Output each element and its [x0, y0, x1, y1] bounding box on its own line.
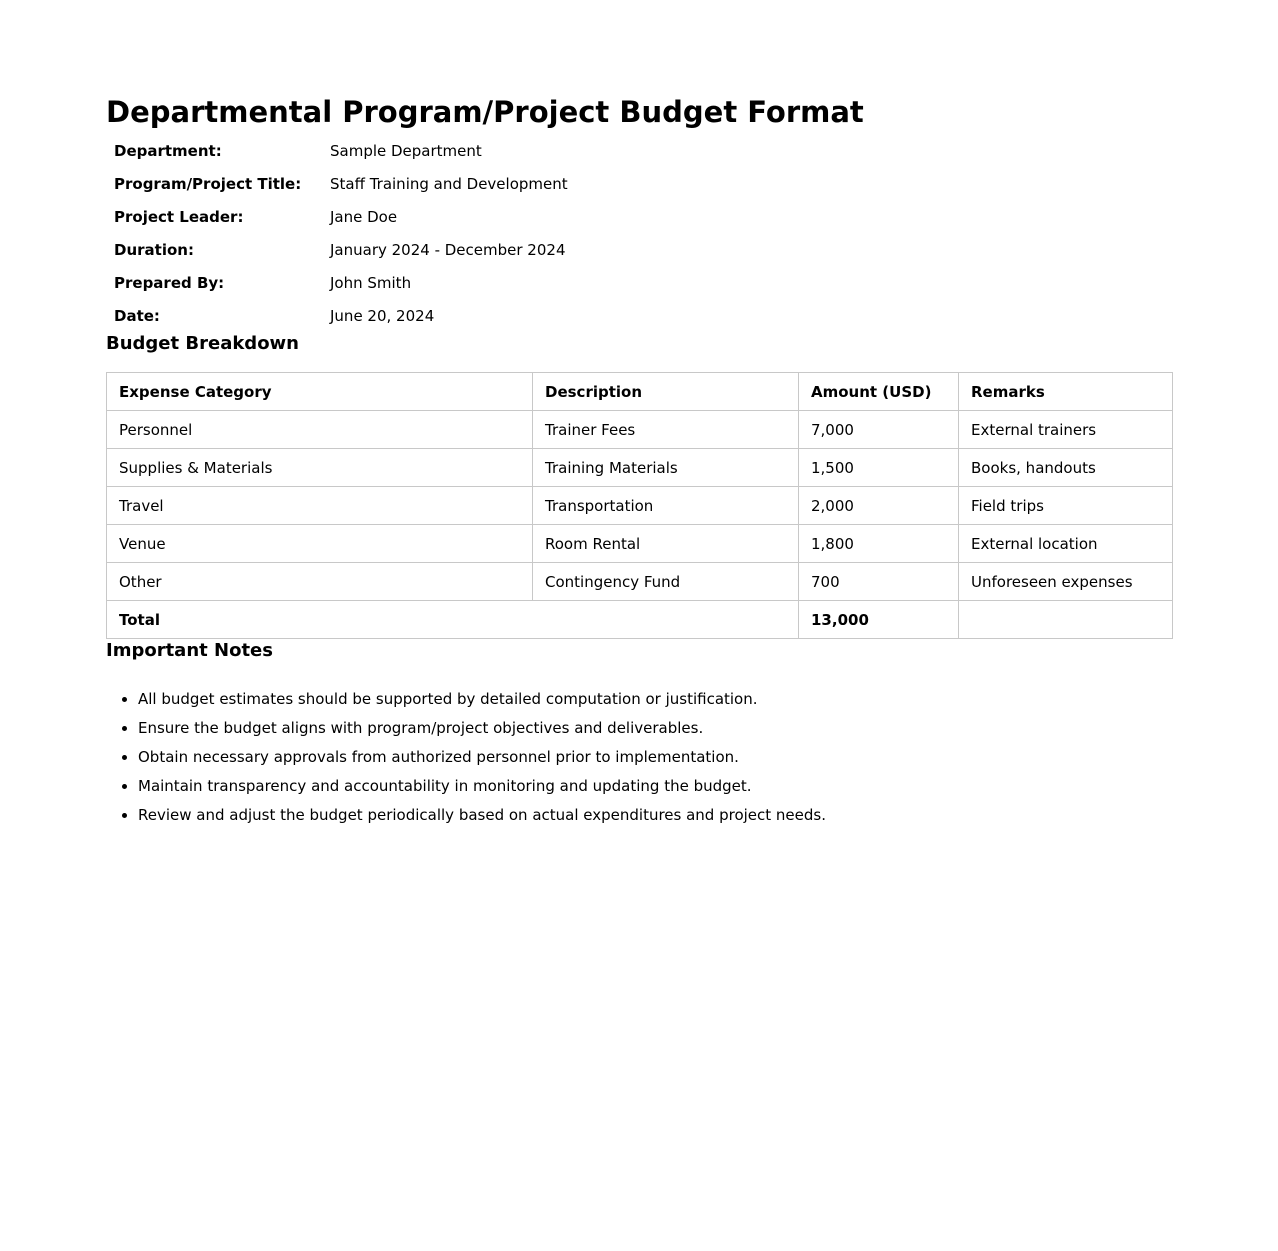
- cell-description: Training Materials: [533, 449, 799, 487]
- table-row: [107, 525, 1173, 563]
- info-value: January 2024 - December 2024: [330, 240, 566, 259]
- list-item: • Maintain transparency and accountability in monitoring and updating the budget.: [138, 772, 1172, 801]
- cell-amount: 2,000: [799, 487, 959, 525]
- info-value: Sample Department: [330, 141, 482, 160]
- total-amount: 13,000: [799, 601, 959, 639]
- column-header-remarks: Remarks: [959, 373, 1173, 411]
- table-row: [107, 487, 1173, 525]
- info-label: Project Leader:: [114, 207, 244, 226]
- table-row: [107, 411, 1173, 449]
- info-row-project-leader: [106, 200, 576, 233]
- page-title: Departmental Program/Project Budget Format: [106, 95, 864, 129]
- cell-remarks: Unforeseen expenses: [959, 563, 1173, 601]
- cell-description: Contingency Fund: [533, 563, 799, 601]
- budget-breakdown-heading: Budget Breakdown: [106, 333, 299, 354]
- table-row: [107, 563, 1173, 601]
- list-item: • Ensure the budget aligns with program/project objectives and deliverables.: [138, 714, 1172, 743]
- list-item: • Obtain necessary approvals from authorized personnel prior to implementation.: [138, 743, 1172, 772]
- info-row-project-title: [106, 167, 576, 200]
- table-row: [107, 449, 1173, 487]
- document-page: [106, 93, 1172, 830]
- project-info-table: [106, 134, 576, 332]
- cell-remarks: External location: [959, 525, 1173, 563]
- cell-category: Other: [107, 563, 533, 601]
- cell-description: Trainer Fees: [533, 411, 799, 449]
- info-row-date: [106, 299, 576, 332]
- cell-category: Supplies & Materials: [107, 449, 533, 487]
- cell-remarks: External trainers: [959, 411, 1173, 449]
- table-header-row: [107, 373, 1173, 411]
- total-row: [107, 601, 1173, 639]
- total-label: Total: [107, 601, 799, 639]
- cell-amount: 700: [799, 563, 959, 601]
- info-label: Program/Project Title:: [114, 174, 302, 193]
- cell-amount: 1,800: [799, 525, 959, 563]
- budget-breakdown-table: [106, 372, 1173, 639]
- cell-amount: 7,000: [799, 411, 959, 449]
- cell-description: Room Rental: [533, 525, 799, 563]
- cell-remarks: Books, handouts: [959, 449, 1173, 487]
- info-row-duration: [106, 233, 576, 266]
- notes-list: [106, 685, 1172, 830]
- cell-amount: 1,500: [799, 449, 959, 487]
- info-value: Staff Training and Development: [330, 174, 568, 193]
- cell-remarks: Field trips: [959, 487, 1173, 525]
- info-row-prepared-by: [106, 266, 576, 299]
- list-item: • All budget estimates should be supported by detailed computation or justification.: [138, 685, 1172, 714]
- cell-category: Personnel: [107, 411, 533, 449]
- list-item: • Review and adjust the budget periodically based on actual expenditures and project needs.: [138, 801, 1172, 830]
- info-label: Prepared By:: [114, 273, 225, 292]
- cell-category: Venue: [107, 525, 533, 563]
- info-value: John Smith: [330, 273, 412, 292]
- info-value: Jane Doe: [330, 207, 398, 226]
- info-label: Duration:: [114, 240, 194, 259]
- column-header-description: Description: [533, 373, 799, 411]
- column-header-expense-category: Expense Category: [107, 373, 533, 411]
- info-row-department: [106, 134, 576, 167]
- important-notes-heading: Important Notes: [106, 640, 273, 661]
- cell-category: Travel: [107, 487, 533, 525]
- info-label: Date:: [114, 306, 160, 325]
- column-header-amount: Amount (USD): [799, 373, 959, 411]
- info-value: June 20, 2024: [330, 306, 435, 325]
- total-remarks: [959, 601, 1173, 639]
- cell-description: Transportation: [533, 487, 799, 525]
- info-label: Department:: [114, 141, 222, 160]
